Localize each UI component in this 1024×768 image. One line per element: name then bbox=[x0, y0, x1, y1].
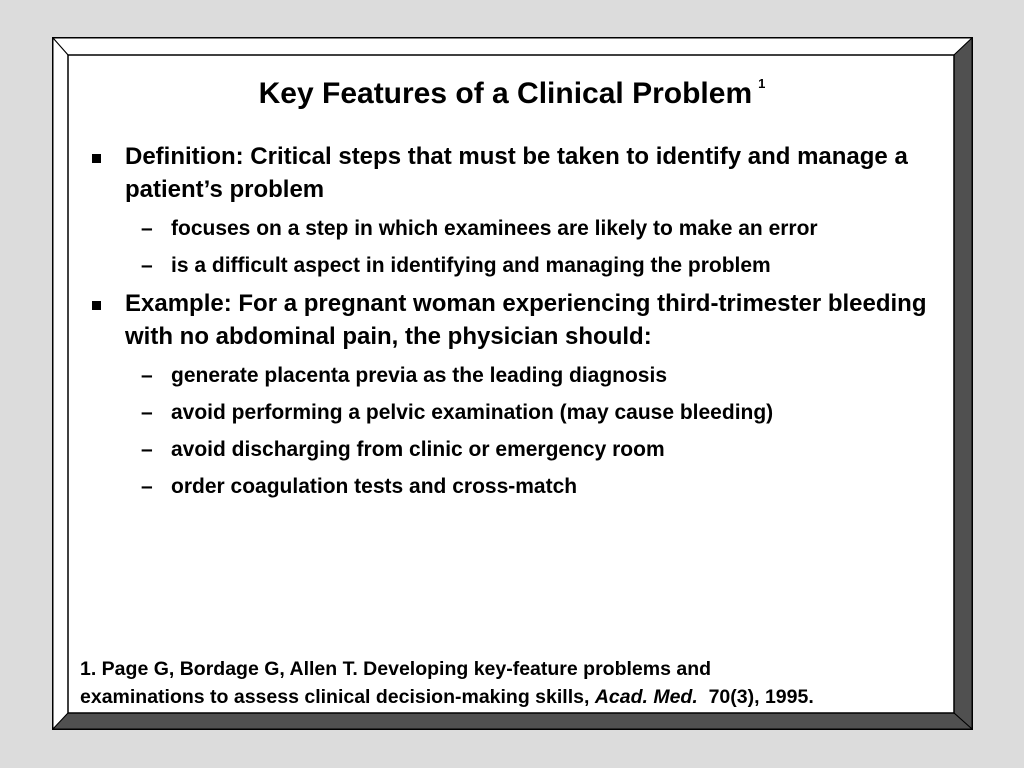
sub-bullet bbox=[88, 360, 938, 391]
dash-icon: – bbox=[141, 438, 153, 461]
slide-body bbox=[88, 140, 938, 508]
sub-bullet bbox=[88, 213, 938, 244]
dash-icon: – bbox=[141, 217, 153, 240]
dash-icon: – bbox=[141, 254, 153, 277]
title-text: Key Features of a Clinical Problem bbox=[258, 77, 753, 110]
sub-bullet bbox=[88, 250, 938, 281]
dash-icon: – bbox=[141, 364, 153, 387]
bullet-example bbox=[88, 287, 938, 353]
bullet-definition bbox=[88, 140, 938, 206]
footnote-citation: 70(3), 1995. bbox=[697, 686, 814, 708]
sub-bullet-text: generate placenta previa as the leading diagnosis bbox=[171, 364, 668, 387]
slide-title bbox=[0, 76, 1024, 111]
title-footnote-marker: 1 bbox=[758, 76, 766, 91]
sub-bullet-text: avoid performing a pelvic examination (may cause bleeding) bbox=[171, 401, 774, 424]
footnote bbox=[80, 655, 950, 711]
sub-bullet-text: is a difficult aspect in identifying and managing the problem bbox=[171, 254, 771, 277]
footnote-line-1: 1. Page G, Bordage G, Allen T. Developing key-feature problems and bbox=[80, 658, 712, 680]
sub-bullet-text: avoid discharging from clinic or emergency room bbox=[171, 438, 665, 461]
footnote-text: examinations to assess clinical decision-making skills, bbox=[80, 686, 595, 708]
footnote-line-2 bbox=[80, 683, 950, 711]
journal-name: Acad. Med. bbox=[594, 686, 698, 708]
dash-icon: – bbox=[141, 401, 153, 424]
sub-bullet-text: order coagulation tests and cross-match bbox=[171, 475, 578, 498]
bullet-text: Example: For a pregnant woman experiencing third-trimester bleeding with no abdominal pain, the physician should: bbox=[125, 290, 927, 350]
square-bullet-icon bbox=[92, 154, 101, 163]
square-bullet-icon bbox=[92, 301, 101, 310]
sub-bullet-text: focuses on a step in which examinees are likely to make an error bbox=[171, 217, 818, 240]
dash-icon: – bbox=[141, 475, 153, 498]
sub-bullet bbox=[88, 471, 938, 502]
sub-bullet bbox=[88, 397, 938, 428]
sub-bullet bbox=[88, 434, 938, 465]
bullet-text: Definition: Critical steps that must be taken to identify and manage a patient’s problem bbox=[125, 143, 908, 203]
